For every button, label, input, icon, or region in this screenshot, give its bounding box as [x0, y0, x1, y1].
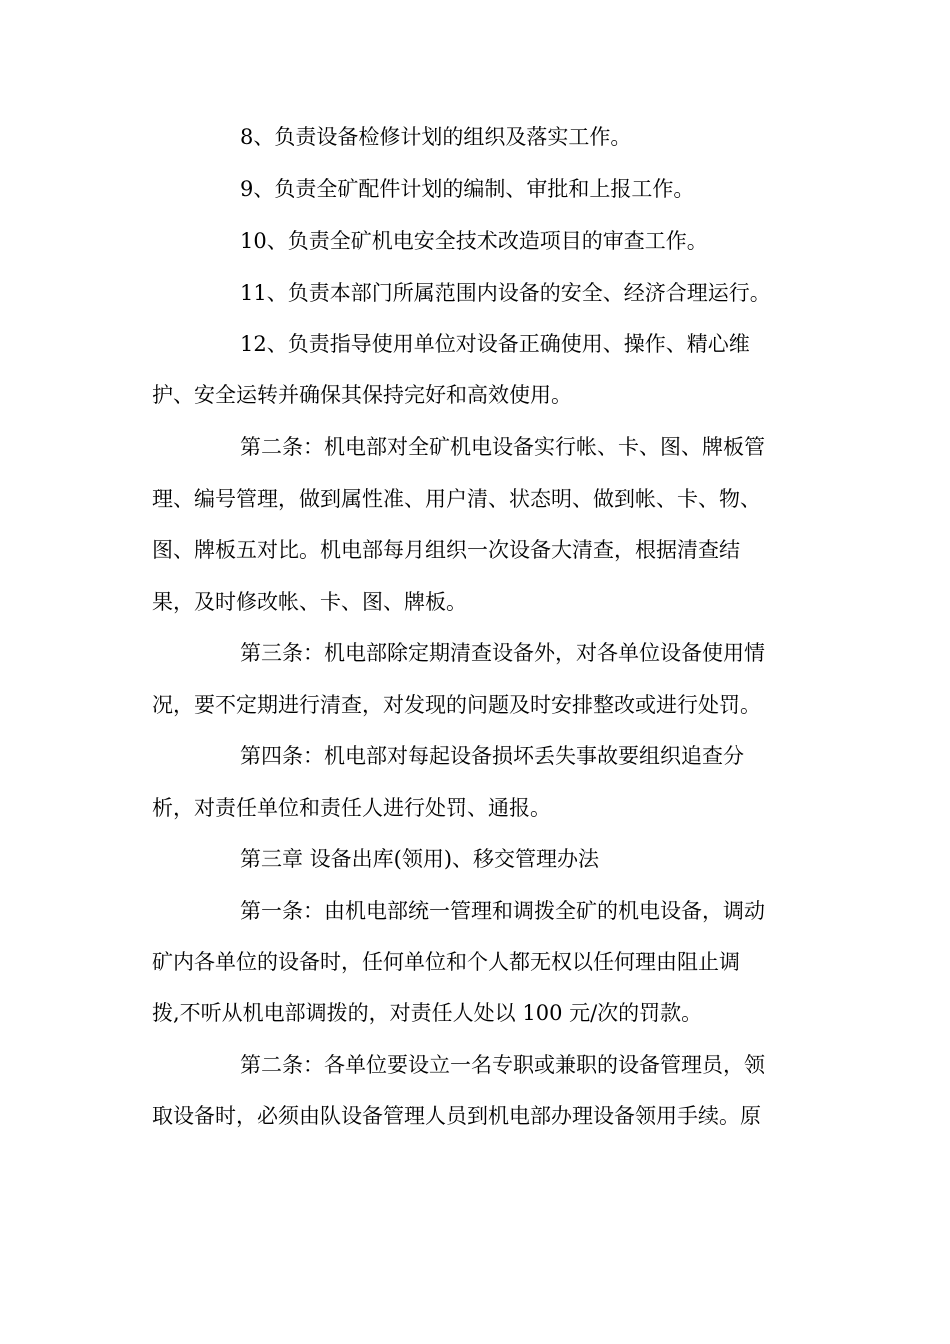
text-line: 护、安全运转并确保其保持完好和高效使用。: [152, 383, 572, 407]
text-line: 9、负责全矿配件计划的编制、审批和上报工作。: [240, 177, 695, 201]
text-line: 矿内各单位的设备时，任何单位和个人都无权以任何理由阻止调: [152, 950, 740, 974]
text-line: 取设备时，必须由队设备管理人员到机电部办理设备领用手续。原: [152, 1104, 761, 1128]
text-line: 第一条：由机电部统一管理和调拨全矿的机电设备，调动: [240, 899, 765, 923]
text-line: 拨,不听从机电部调拨的，对责任人处以 100 元/次的罚款。: [152, 1001, 703, 1025]
text-line: 图、牌板五对比。机电部每月组织一次设备大清查，根据清查结: [152, 538, 740, 562]
chapter-heading: 第三章 设备出库(领用)、移交管理办法: [240, 847, 600, 871]
text-line: 第四条：机电部对每起设备损坏丢失事故要组织追查分: [240, 744, 744, 768]
text-line: 第二条：各单位要设立一名专职或兼职的设备管理员，领: [240, 1053, 765, 1077]
text-line: 第二条：机电部对全矿机电设备实行帐、卡、图、牌板管: [240, 435, 765, 459]
text-line: 10、负责全矿机电安全技术改造项目的审查工作。: [240, 229, 708, 253]
text-line: 第三条：机电部除定期清查设备外，对各单位设备使用情: [240, 641, 765, 665]
text-line: 11、负责本部门所属范围内设备的安全、经济合理运行。: [240, 281, 771, 305]
text-line: 果，及时修改帐、卡、图、牌板。: [152, 590, 467, 614]
text-line: 理、编号管理，做到属性准、用户清、状态明、做到帐、卡、物、: [152, 487, 761, 511]
text-line: 况，要不定期进行清查，对发现的问题及时安排整改或进行处罚。: [152, 693, 761, 717]
text-line: 析，对责任单位和责任人进行处罚、通报。: [152, 796, 551, 820]
text-line: 8、负责设备检修计划的组织及落实工作。: [240, 125, 632, 149]
text-line: 12、负责指导使用单位对设备正确使用、操作、精心维: [240, 332, 750, 356]
